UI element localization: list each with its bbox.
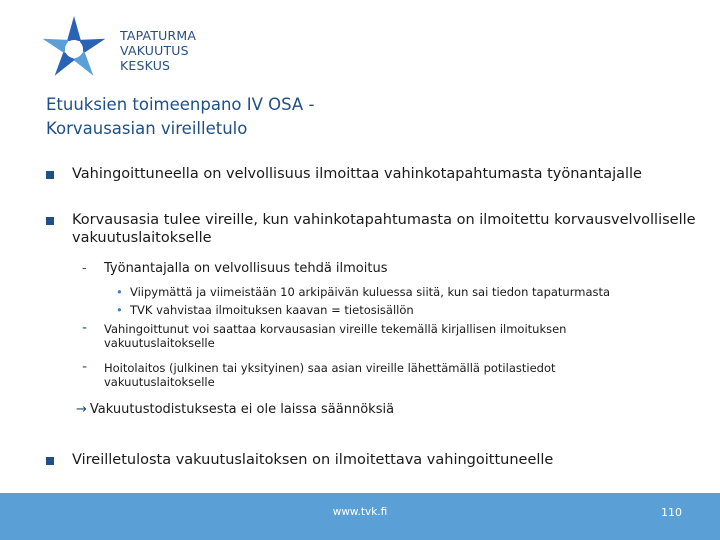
dash-item-2-text: Hoitolaitos (julkinen tai yksityinen) saa asian vireille lähettämällä potilastiedot vakuutuslaitokselle <box>104 361 556 389</box>
page-number: 110 <box>661 506 682 519</box>
dash-bullet: - <box>82 320 88 336</box>
dot-bullet: • <box>116 303 123 317</box>
logo-line-1: TAPATURMA <box>120 28 197 43</box>
slide-title <box>46 93 646 141</box>
star-logo-icon <box>36 14 112 84</box>
logo-wordmark <box>120 28 196 73</box>
arrow-note-text: Vakuutustodistuksesta ei ole laissa säännöksiä <box>89 402 395 417</box>
bullet-3-text: Vireilletulosta vakuutuslaitoksen on ilmoitettava vahingoittuneelle <box>72 452 554 468</box>
sub-item-1-text: Viipymättä ja viimeistään 10 arkipäivän kuluessa siitä, kun sai tiedon tapaturmasta <box>130 285 611 299</box>
bullet-2-text: Korvausasia tulee vireille, kun vahinkotapahtumasta on ilmoitettu korvausvelvolliselle vakuutuslaitokselle <box>72 212 696 246</box>
arrow-right-icon: → <box>76 402 87 417</box>
square-bullet-icon <box>46 457 54 465</box>
title-line-1: Etuuksien toimeenpano IV OSA - <box>46 95 315 114</box>
bullet-1-text: Vahingoittuneella on velvollisuus ilmoittaa vahinkotapahtumasta työnantajalle <box>72 166 642 182</box>
footer-url[interactable]: www.tvk.fi <box>332 506 388 518</box>
dot-bullet: • <box>116 285 123 299</box>
logo-line-2: VAKUUTUS <box>120 43 189 58</box>
logo-line-3: KESKUS <box>120 58 171 73</box>
tvk-logo <box>36 14 226 84</box>
dash-bullet: - <box>82 261 87 276</box>
square-bullet-icon <box>46 217 54 225</box>
sub-item-2-text: TVK vahvistaa ilmoituksen kaavan = tietosisällön <box>130 303 414 317</box>
title-line-2: Korvausasian vireilletulo <box>46 119 248 138</box>
sub-bullet-text: Työnantajalla on velvollisuus tehdä ilmoitus <box>104 261 388 276</box>
square-bullet-icon <box>46 171 54 179</box>
arrow-note <box>76 401 394 419</box>
footer-bar <box>0 493 720 540</box>
dash-item-1-text: Vahingoittunut voi saattaa korvausasian vireille tekemällä kirjallisen ilmoituksen vakuutuslaitokselle <box>104 322 567 350</box>
dash-bullet: - <box>82 359 88 375</box>
